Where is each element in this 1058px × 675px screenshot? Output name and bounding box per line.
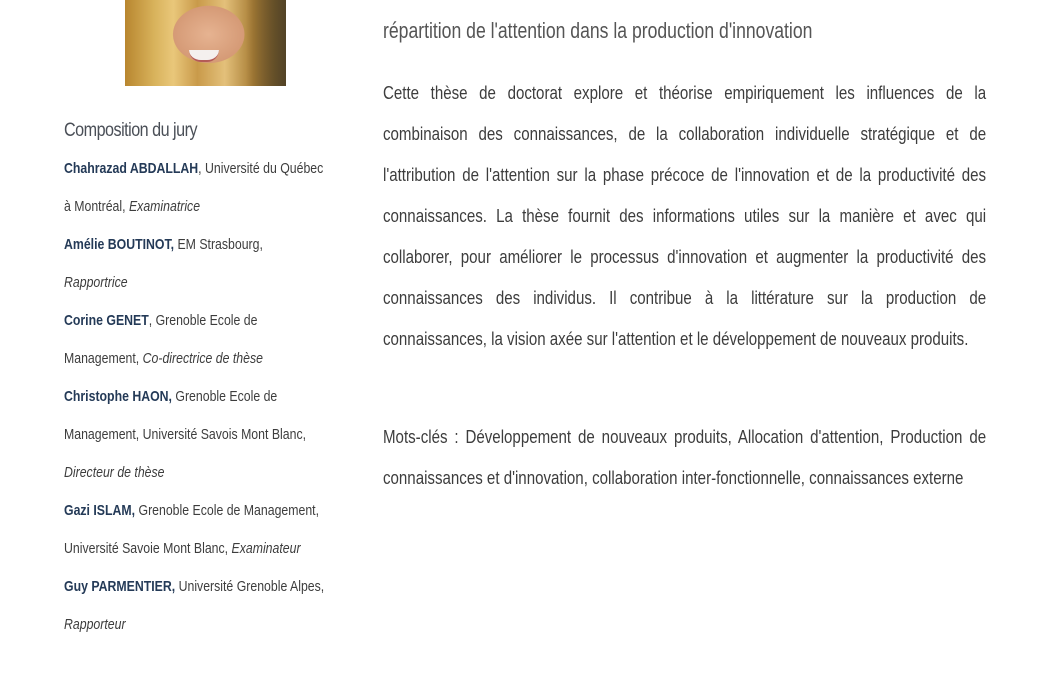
jury-member-affiliation: Grenoble Ecole de Management, Université Savoie Mont Blanc, [64, 502, 320, 557]
jury-member-affiliation: EM Strasbourg, [174, 236, 263, 253]
jury-member-affiliation: , Grenoble Ecole de Management, [64, 312, 258, 367]
jury-member [64, 226, 325, 302]
photo-shade [246, 0, 286, 86]
jury-member-role: Examinatrice [128, 198, 201, 215]
jury-member [64, 302, 325, 378]
jury-member-affiliation: , Université du Québec à Montréal, [64, 160, 324, 215]
jury-member-name: Gazi ISLAM, [64, 502, 136, 519]
jury-member-role: Examinateur [231, 540, 301, 557]
jury-member-role: Co-directrice de thèse [142, 350, 263, 367]
jury-member-role: Directeur de thèse [64, 464, 165, 481]
jury-member-affiliation: Université Grenoble Alpes, [175, 578, 325, 595]
jury-list [64, 150, 324, 644]
jury-member-role: Rapporteur [64, 616, 126, 633]
jury-member-role: Rapportrice [64, 274, 128, 291]
jury-member [64, 492, 325, 568]
keywords-text: Mots-clés : Développement de nouveaux produits, Allocation d'attention, Production de connaissances et d'innovation, collaboration inter-fonctionnelle, connaissances externe [383, 426, 987, 488]
jury-member-name: Guy PARMENTIER, [64, 578, 176, 595]
abstract-text: Cette thèse de doctorat explore et théorise empiriquement les influences de la combinaison des connaissances, de la collaboration individuelle stratégique et de l'attribution de l'attention sur la phase précoce de l'innovation et de la productivité des connaissances. La thèse fournit des informations utiles sur la manière et avec qui collaborer, pour améliorer le processus d'innovation et augmenter la productivité des connaissances des individus. Il contribue à la littérature sur la production de connaissances, la vision axée sur l'attention et le développement de nouveaux produits. [383, 82, 987, 349]
jury-title: Composition du jury [64, 120, 198, 141]
jury-member [64, 150, 325, 226]
jury-member-name: Christophe HAON, [64, 388, 172, 405]
jury-member [64, 568, 325, 644]
jury-member-name: Chahrazad ABDALLAH [64, 160, 199, 177]
photo-detail [189, 50, 219, 62]
jury-member [64, 378, 325, 492]
jury-member-affiliation: Grenoble Ecole de Management, Université Savois Mont Blanc, [64, 388, 307, 443]
jury-member-name: Amélie BOUTINOT, [64, 236, 175, 253]
thesis-subtitle: répartition de l'attention dans la production d'innovation [383, 18, 813, 43]
jury-section [64, 120, 324, 644]
author-photo [125, 0, 286, 86]
jury-member-name: Corine GENET [64, 312, 149, 329]
